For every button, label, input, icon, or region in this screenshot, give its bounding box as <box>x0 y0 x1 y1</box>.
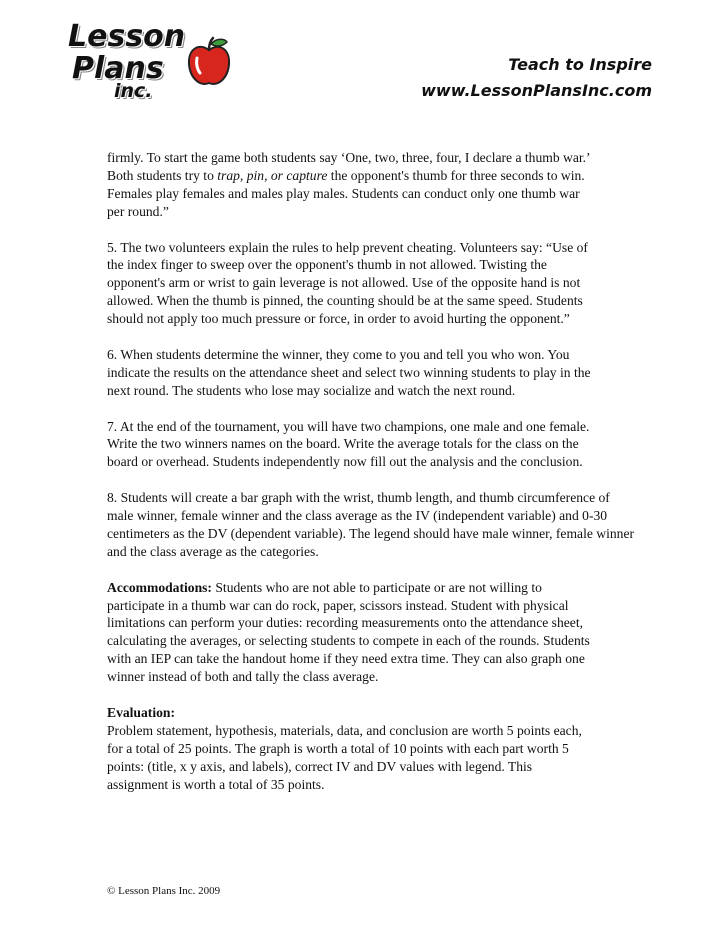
paragraph-step-7 <box>107 418 655 472</box>
text-line: board or overhead. Students independently now fill out the analysis and the conclusion. <box>107 454 583 470</box>
header-tagline-block <box>421 52 652 104</box>
text-line: Write the two winners names on the board. Write the average totals for the class on the <box>107 436 579 452</box>
text-line: 5. The two volunteers explain the rules to help prevent cheating. Volunteers say: “Use of <box>107 239 588 255</box>
text-line: 6. When students determine the winner, they come to you and tell you who won. You <box>107 346 570 362</box>
text-line: indicate the results on the attendance sheet and select two winning students to play in the <box>107 364 591 380</box>
text-line: with an IEP can take the handout home if they need extra time. They can also graph one <box>107 651 585 667</box>
paragraph-step-5 <box>107 239 655 329</box>
text-line: per round.” <box>107 203 169 219</box>
text-line: 8. Students will create a bar graph with the wrist, thumb length, and thumb circumference of <box>107 490 610 506</box>
paragraph-evaluation <box>107 704 655 794</box>
text-line: Females play females and males play males. Students can conduct only one thumb war <box>107 185 580 201</box>
logo-word-inc: inc. <box>114 80 153 102</box>
text-line: participate in a thumb war can do rock, paper, scissors instead. Student with physical <box>107 597 569 613</box>
text-run: the opponent's thumb for three seconds to win. <box>327 167 585 183</box>
apple-icon <box>186 36 232 88</box>
text-line: male winner, female winner and the class average as the IV (independent variable) and 0-30 <box>107 508 608 524</box>
text-run: Students who are not able to participate or are not willing to <box>211 579 542 595</box>
logo-word-lesson: Lesson <box>68 19 186 54</box>
text-line: the index finger to sweep over the opponent's thumb in not allowed. Twisting the <box>107 257 547 273</box>
text-line: allowed. When the thumb is pinned, the counting should be at the same speed. Students <box>107 293 583 309</box>
text-line: Problem statement, hypothesis, materials, data, and conclusion are worth 5 points each, <box>107 722 582 738</box>
lesson-body <box>107 149 655 794</box>
text-line <box>107 579 655 597</box>
paragraph-step-6 <box>107 346 655 400</box>
text-line: firmly. To start the game both students say ‘One, two, three, four, I declare a thumb war.’ <box>107 150 591 165</box>
evaluation-heading: Evaluation: <box>107 705 175 720</box>
text-line: for a total of 25 points. The graph is worth a total of 10 points with each part worth 5 <box>107 740 569 756</box>
text-line: opponent's arm or wrist to gain leverage is not allowed. Use of the opposite hand is not <box>107 275 581 291</box>
tagline: Teach to Inspire <box>508 55 652 74</box>
paragraph-accommodations <box>107 579 655 686</box>
text-line: assignment is worth a total of 35 points. <box>107 776 325 792</box>
text-line: winner instead of both and tally the class average. <box>107 669 379 685</box>
text-line: centimeters as the DV (dependent variable). The legend should have male winner, female winner <box>107 525 635 541</box>
copyright-footer: © Lesson Plans Inc. 2009 <box>107 885 221 897</box>
accommodations-heading: Accommodations: <box>107 579 212 595</box>
text-line: calculating the averages, or selecting students to compete in each of the rounds. Students <box>107 633 590 649</box>
logo-word-plans: Plans <box>72 51 164 86</box>
text-line: 7. At the end of the tournament, you will have two champions, one male and one female. <box>107 418 590 434</box>
text-run: Both students try to <box>107 167 218 183</box>
paragraph-step-8 <box>107 489 655 561</box>
lesson-plans-logo <box>68 16 228 108</box>
text-line: next round. The students who lose may socialize and watch the next round. <box>107 382 516 398</box>
text-line <box>107 167 655 185</box>
text-line: should not apply too much pressure or force, in order to avoid hurting the opponent.” <box>107 311 570 327</box>
text-line: points: (title, x y axis, and labels), correct IV and DV values with legend. This <box>107 758 533 774</box>
text-line: limitations can perform your duties: recording measurements onto the attendance sheet, <box>107 615 584 631</box>
italic-text: trap, pin, or capture <box>217 167 328 183</box>
website-link[interactable]: www.LessonPlansInc.com <box>421 81 652 100</box>
text-line: and the class average as the categories. <box>107 543 319 559</box>
paragraph-rules-intro <box>107 149 655 221</box>
